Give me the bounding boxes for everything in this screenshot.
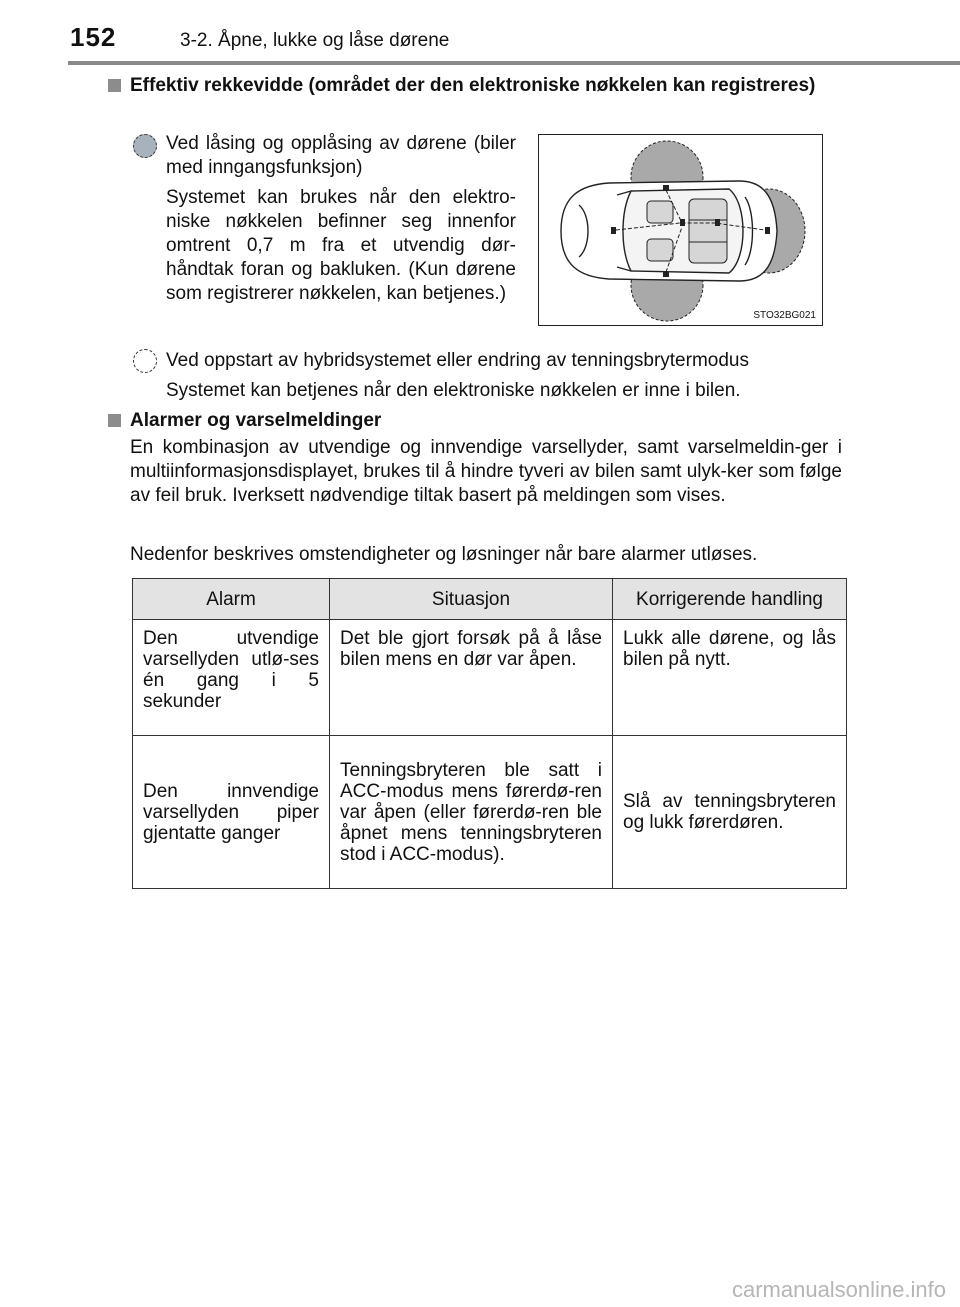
section-title: 3-2. Åpne, lukke og låse dørene	[180, 30, 450, 51]
item2-body: Systemet kan betjenes når den elektroniske nøkkelen er inne i bilen.	[166, 380, 741, 401]
watermark: carmanualsonline.info	[731, 1277, 946, 1302]
heading-text: Alarmer og varselmeldinger	[130, 410, 382, 431]
figure-label: STO32BG021	[753, 310, 816, 321]
cell-action: Lukk alle dørene, og lås bilen på nytt.	[613, 620, 847, 736]
col-header-situation: Situasjon	[330, 579, 613, 620]
item2-lead: Ved oppstart av hybridsystemet eller endring av tenningsbrytermodus	[166, 350, 749, 371]
heading-effective-range	[108, 74, 848, 98]
start-system-bullet-icon	[133, 349, 157, 373]
cell-situation: Det ble gjort forsøk på å låse bilen mens en dør var åpen.	[330, 620, 613, 736]
table-header-row	[133, 579, 847, 620]
item1-body: Systemet kan brukes når den elektro-niske nøkkelen befinner seg innenfor omtrent 0,7 m fra et utvendig dør-håndtak foran og bakluken. (Kun dørene som registrerer nøkkelen, kan betjenes.)	[166, 187, 516, 304]
table-row	[133, 620, 847, 736]
cell-alarm: Den innvendige varsellyden piper gjentatte ganger	[133, 736, 330, 889]
alarms-paragraph-1: En kombinasjon av utvendige og innvendige varsellyder, samt varselmeldin-ger i multiinformasjonsdisplayet, brukes til å hindre tyveri av bilen samt ulyk-ker som følge av feil bruk. Iverksett nødvendige tiltak basert på meldingen som vises.	[130, 437, 842, 506]
col-header-action: Korrigerende handling	[613, 579, 847, 620]
cell-situation: Tenningsbryteren ble satt i ACC-modus mens førerdø-ren var åpen (eller førerdø-ren ble åpnet mens tenningsbryteren stod i ACC-modus).	[330, 736, 613, 889]
car-range-diagram	[539, 135, 822, 325]
heading-alarms	[108, 409, 848, 433]
square-bullet-icon	[108, 414, 121, 427]
item1-lead: Ved låsing og opplåsing av dørene (biler med inngangsfunksjon)	[166, 133, 516, 178]
square-bullet-icon	[108, 79, 121, 92]
smart-entry-bullet-icon	[133, 134, 157, 158]
alarm-table	[132, 578, 847, 889]
table-row	[133, 736, 847, 889]
alarms-paragraph-2: Nedenfor beskrives omstendigheter og løsninger når bare alarmer utløses.	[130, 544, 758, 565]
cell-alarm: Den utvendige varsellyden utlø-ses én gang i 5 sekunder	[133, 620, 330, 736]
col-header-alarm: Alarm	[133, 579, 330, 620]
page-number: 152	[70, 22, 117, 52]
range-figure	[538, 134, 823, 326]
heading-text: Effektiv rekkevidde (området der den elektroniske nøkkelen kan registreres)	[130, 75, 816, 96]
header-rule	[68, 61, 960, 65]
cell-action: Slå av tenningsbryteren og lukk førerdøren.	[613, 736, 847, 889]
